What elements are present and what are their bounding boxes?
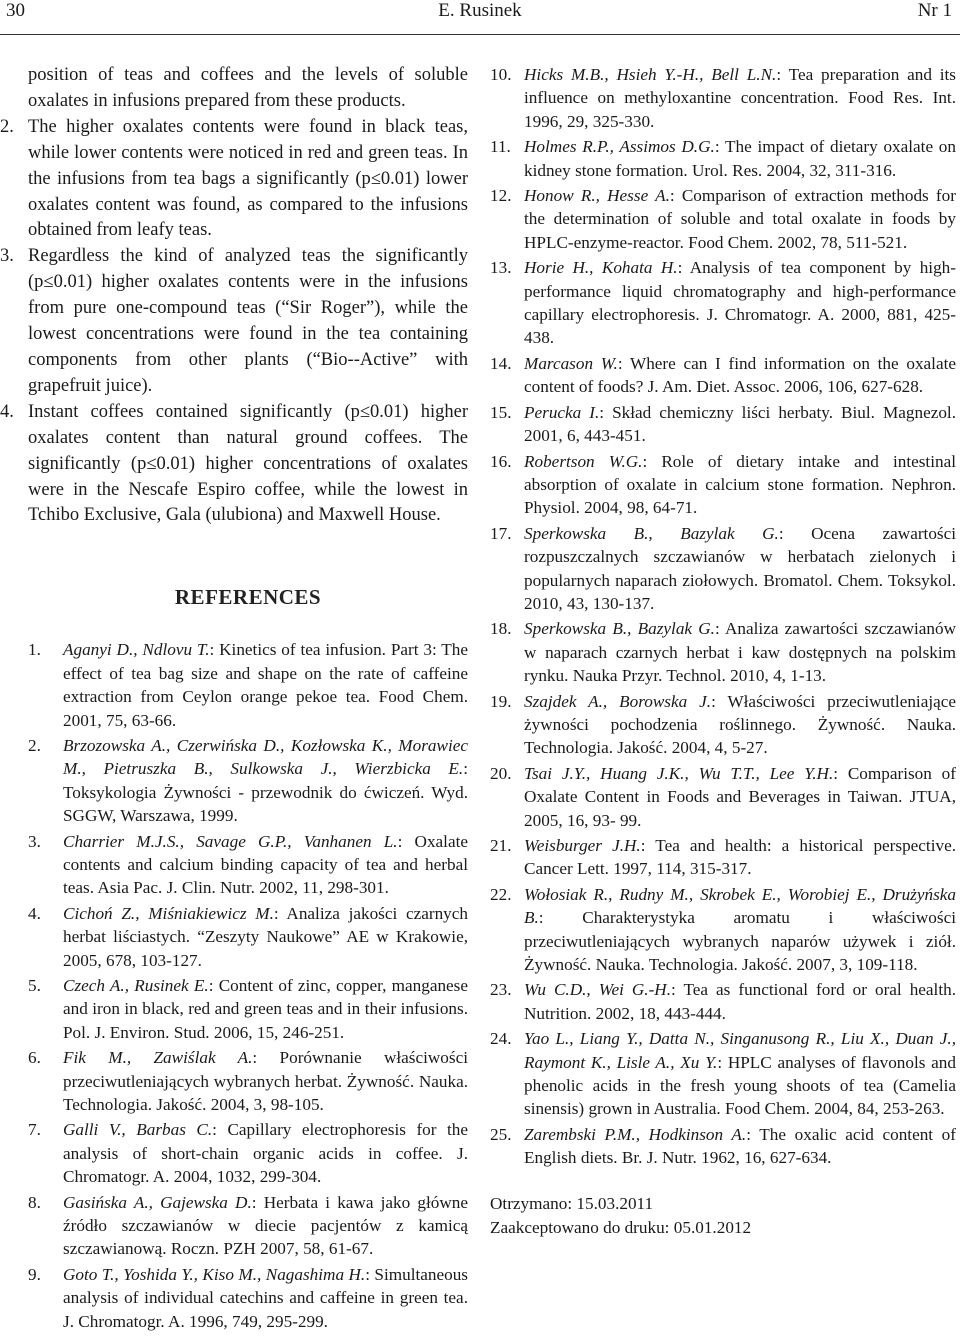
reference-item (28, 1118, 468, 1188)
reference-item (28, 1263, 468, 1333)
running-header (0, 0, 960, 35)
reference-text: : Analiza jakości czarnych herbat liściastych. “Zeszyty Naukowe” AE w Krakowie, 2005, 678, 103-127. (63, 903, 468, 970)
reference-text: : HPLC analyses of flavonols and phenolic acids in the fresh young shoots of tea (Camelia sinensis) grown in Australia. Food Chem. 2004, 84, 253-263. (524, 1052, 956, 1119)
page-number: 30 (6, 0, 25, 21)
references-heading: REFERENCES (174, 585, 322, 610)
reference-text: : Charakterystyka aromatu i właściwości przeciwutleniających wybranych naparów używek i ziół. Żywność. Nauka. Technologia. Jakość. 2007, 3, 109-118. (524, 908, 956, 975)
reference-authors: Cichoń Z., Miśniakiewicz M. (63, 903, 274, 923)
reference-item (490, 978, 956, 1025)
reference-item (490, 834, 956, 881)
reference-number: 7. (28, 1120, 41, 1140)
reference-authors: Holmes R.P., Assimos D.G. (524, 137, 715, 157)
reference-number: 18. (490, 619, 512, 639)
reference-authors: Tsai J.Y., Huang J.K., Wu T.T., Lee Y.H. (524, 763, 834, 783)
reference-text: : Skład chemiczny liści herbaty. Biul. Magnezol. 2001, 6, 443-451. (524, 402, 956, 446)
reference-text: : Toksykologia Żywności - przewodnik do ćwiczeń. Wyd. SGGW, Warszawa, 1999. (63, 759, 468, 826)
reference-number: 15. (490, 402, 512, 422)
reference-authors: Wołosiak R., Rudny M., Skrobek E., Worobiej E., Drużyńska B. (524, 884, 956, 928)
running-author: E. Rusinek (438, 0, 522, 21)
reference-item (490, 256, 956, 350)
reference-text: : Tea preparation and its influence on methyloxantine concentration. Food Res. Int. 1996, 29, 325-330. (524, 65, 956, 131)
reference-text: : Kinetics of tea infusion. Part 3: The effect of tea bag size and shape on the rate of caffeine extraction from Ceylon orange pekoe tea. Food Chem. 2001, 75, 63-66. (63, 640, 468, 730)
received-date: Otrzymano: 15.03.2011 (490, 1193, 654, 1213)
reference-text: : Simultaneous analysis of individual catechins and caffeine in green tea. J. Chromatogr. A. 1996, 749, 295-299. (63, 1264, 468, 1331)
reference-item (28, 974, 468, 1044)
reference-authors: Gasińska A., Gajewska D. (63, 1192, 252, 1212)
reference-authors: Yao L., Liang Y., Datta N., Singanusong R., Liu X., Duan J., Raymont K., Lisle A., Xu Y. (524, 1029, 956, 1072)
reference-item (490, 63, 956, 133)
reference-authors: Robertson W.G. (524, 451, 643, 471)
reference-item (490, 135, 956, 182)
reference-authors: Hicks M.B., Hsieh Y.-H., Bell L.N. (524, 65, 777, 84)
reference-number: 13. (490, 258, 512, 278)
reference-authors: Marcason W. (524, 353, 618, 373)
reference-text: : Capillary electrophoresis for the analysis of short-chain organic acids in coffee. J. Chromatogr. A. 2004, 1032, 299-304. (63, 1120, 468, 1187)
reference-number: 25. (490, 1124, 512, 1144)
reference-number: 5. (28, 976, 41, 995)
reference-item (28, 830, 468, 900)
reference-number: 21. (490, 836, 512, 855)
right-column (490, 63, 956, 1240)
reference-text: : Role of dietary intake and intestinal absorption of oxalate in calcium stone formation. Nephron. Physiol. 2004, 98, 64-71. (524, 451, 956, 518)
reference-authors: Aganyi D., Ndlovu T. (63, 640, 210, 660)
reference-authors: Horie H., Kohata H. (524, 258, 678, 278)
reference-text: : Oxalate contents and calcium binding capacity of tea and herbal teas. Asia Pac. J. Clin. Nutr. 2002, 11, 298-301. (63, 831, 468, 898)
reference-number: 12. (490, 186, 512, 206)
reference-text: : Comparison of extraction methods for the determination of soluble and total oxalate in foods by HPLC-enzyme-reactor. Food Chem. 2002, 78, 511-521. (524, 186, 956, 252)
reference-authors: Perucka I. (524, 402, 600, 422)
reference-number: 17. (490, 523, 512, 543)
reference-text: : Ocena zawartości rozpuszczalnych szczawianów w herbatach zielonych i popularnych naparach ziołowych. Bromatol. Chem. Toksykol. 2010, 43, 130-137. (524, 523, 957, 613)
reference-number: 4. (28, 903, 41, 923)
reference-item (490, 690, 956, 760)
reference-item (490, 522, 956, 616)
reference-item (490, 1123, 956, 1170)
reference-number: 9. (28, 1264, 41, 1284)
accepted-date: Zaakceptowano do druku: 05.01.2012 (490, 1217, 752, 1237)
reference-item (28, 1191, 468, 1261)
reference-text: : Analiza zawartości szczawianów w naparach czarnych herbat i kaw dostępnych na polskim rynku. Nauka Przyr. Technol. 2010, 4, 1-13. (524, 619, 956, 686)
reference-authors: Zarembski P.M., Hodkinson A. (524, 1124, 747, 1144)
reference-authors: Charrier M.J.S., Savage G.P., Vanhanen L. (63, 831, 398, 851)
references-list-right (490, 63, 956, 1170)
reference-number: 8. (28, 1192, 41, 1212)
reference-text: : The impact of dietary oxalate on kidney stone formation. Urol. Res. 2004, 32, 311-316. (524, 137, 956, 180)
reference-item (490, 450, 956, 520)
reference-number: 3. (28, 831, 41, 851)
reference-number: 10. (490, 65, 512, 84)
reference-number: 14. (490, 353, 512, 373)
summary-item: 2. The higher oxalates contents were found in black teas, while lower contents were noticed in red and green teas. In the infusions from tea bags a significantly (p≤0.01) lower oxalates content was found, as compared to the infusions obtained from leafy teas. (0, 116, 468, 241)
reference-number: 20. (490, 763, 512, 783)
reference-text: : Herbata i kawa jako główne źródło szczawianów w diecie pacjentów z kamicą szczawianową. Roczn. PZH 2007, 58, 61-67. (63, 1192, 468, 1259)
reference-text: : Porównanie właściwości przeciwutleniających wybranych herbat. Żywność. Nauka. Technologia. Jakość. 2004, 3, 98-105. (63, 1048, 468, 1115)
reference-authors: Brzozowska A., Czerwińska D., Kozłowska K., Morawiec M., Pietruszka B., Sulkowska J., Wierzbicka E. (63, 735, 468, 779)
reference-authors: Weisburger J.H. (524, 836, 641, 855)
reference-number: 2. (28, 735, 41, 755)
summary-item: 4. Instant coffees contained significantly (p≤0.01) higher oxalates content than natural ground coffees. The significantly (p≤0.01) higher concentrations of oxalates were in the Nescafe Espiro coffee, while the lowest in Tchibo Exclusive, Gala (ulubiona) and Maxwell House. (0, 401, 468, 526)
reference-authors: Honow R., Hesse A. (524, 186, 670, 206)
reference-authors: Fik M., Zawiślak A. (63, 1048, 253, 1068)
reference-number: 6. (28, 1048, 41, 1068)
reference-authors: Sperkowska B., Bazylak G. (524, 619, 715, 639)
reference-item (28, 1046, 468, 1116)
references-list-left (28, 638, 468, 1333)
reference-item (490, 1027, 956, 1121)
summary-item: 3. Regardless the kind of analyzed teas the significantly (p≤0.01) higher oxalates contents were in the infusions from pure one-compound teas (“Sir Roger”), while the lowest concentrations were found in the tea containing components from other plants (“Bio--Active” with grapefruit juice). (0, 246, 468, 396)
reference-number: 19. (490, 691, 512, 711)
reference-authors: Wu C.D., Wei G.-H. (524, 980, 672, 1000)
reference-text: : Analysis of tea component by high-performance liquid chromatography and high-performance capillary electrophoresis. J. Chromatogr. A. 2000, 881, 425-438. (524, 258, 956, 348)
reference-item (490, 184, 956, 254)
summary-list (0, 63, 468, 529)
reference-item (490, 883, 956, 977)
dates-block (490, 1192, 956, 1240)
reference-authors: Goto T., Yoshida Y., Kiso M., Nagashima H. (63, 1264, 366, 1284)
reference-number: 22. (490, 884, 512, 904)
reference-text: : Właściwości przeciwutleniające żywności pochodzenia roślinnego. Żywność. Nauka. Technologia. Jakość. 2004, 4, 5-27. (524, 691, 956, 758)
reference-text: : Where can I find information on the oxalate content of foods? J. Am. Diet. Assoc. 2006, 106, 627-628. (524, 353, 956, 397)
reference-item (28, 902, 468, 972)
reference-item (28, 734, 468, 828)
reference-number: 16. (490, 451, 512, 471)
reference-text: : The oxalic acid content of English diets. Br. J. Nutr. 1962, 16, 627-634. (524, 1124, 956, 1168)
reference-text: : Comparison of Oxalate Content in Foods and Beverages in Taiwan. JTUA, 2005, 16, 93- 99. (524, 763, 956, 830)
left-column (0, 63, 468, 1335)
reference-item (28, 638, 468, 732)
summary-item-1-continuation: position of teas and coffees and the levels of soluble oxalates in infusions prepared from these products. (28, 65, 468, 111)
reference-item (490, 617, 956, 687)
reference-number: 24. (490, 1029, 512, 1049)
reference-number: 11. (490, 137, 511, 157)
reference-number: 23. (490, 980, 512, 1000)
reference-text: : Content of zinc, copper, manganese and iron in black, red and green teas and in their infusions. Pol. J. Environ. Stud. 2006, 15, 246-251. (63, 976, 468, 1042)
reference-item (490, 352, 956, 399)
reference-authors: Sperkowska B., Bazylak G. (524, 523, 779, 543)
reference-item (490, 401, 956, 448)
reference-number: 1. (28, 640, 41, 660)
reference-text: : Tea and health: a historical perspective. Cancer Lett. 1997, 114, 315-317. (524, 836, 957, 879)
reference-text: : Tea as functional ford or oral health. Nutrition. 2002, 18, 443-444. (524, 980, 956, 1023)
reference-item (490, 762, 956, 832)
issue-number: Nr 1 (917, 0, 952, 21)
reference-authors: Czech A., Rusinek E. (63, 976, 209, 995)
reference-authors: Szajdek A., Borowska J. (524, 691, 712, 711)
reference-authors: Galli V., Barbas C. (63, 1120, 213, 1140)
